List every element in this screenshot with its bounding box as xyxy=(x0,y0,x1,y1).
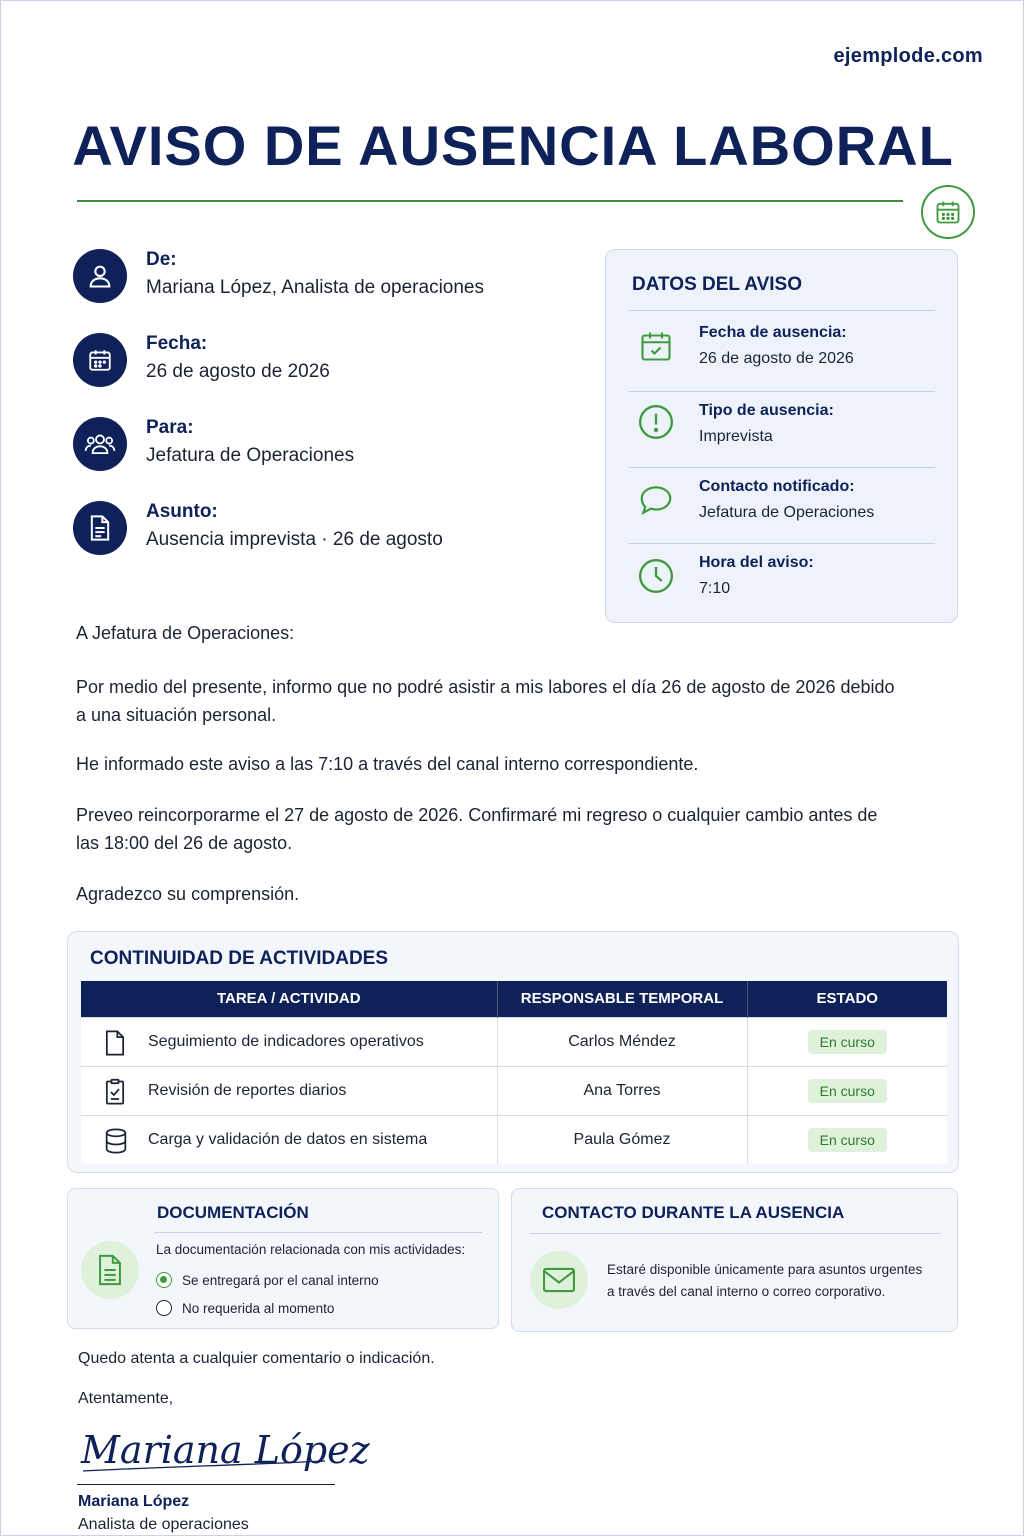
option-delivered[interactable] xyxy=(156,1270,379,1292)
task-cell xyxy=(81,1017,497,1066)
detail-label: Fecha de ausencia: xyxy=(699,324,847,341)
status-badge: En curso xyxy=(808,1079,887,1103)
box-title: DOCUMENTACIÓN xyxy=(157,1203,309,1222)
continuity-table xyxy=(81,981,947,1164)
signature-text: Mariana López xyxy=(81,1428,370,1472)
contact-text-line: Estaré disponible únicamente para asuntos urgentes xyxy=(607,1262,923,1277)
detail-value: Jefatura de Operaciones xyxy=(699,504,875,521)
status-badge: En curso xyxy=(808,1128,887,1152)
header-value: Mariana López, Analista de operaciones xyxy=(146,277,485,298)
contact-text-line: a través del canal interno o correo corporativo. xyxy=(607,1284,886,1299)
owner-cell: Carlos Méndez xyxy=(497,1017,747,1066)
owner-cell: Paula Gómez xyxy=(497,1115,747,1164)
table-row xyxy=(81,1017,947,1066)
box-title: CONTACTO DURANTE LA AUSENCIA xyxy=(542,1203,845,1222)
owner-cell: Ana Torres xyxy=(497,1066,747,1115)
status-badge: En curso xyxy=(808,1030,887,1054)
signer-name: Mariana López xyxy=(78,1493,190,1510)
title-divider xyxy=(77,200,903,202)
option-label: No requerida al momento xyxy=(182,1301,335,1316)
task-label: Carga y validación de datos en sistema xyxy=(148,1130,428,1148)
detail-value: 7:10 xyxy=(699,580,731,597)
status-cell xyxy=(747,1017,947,1066)
divider xyxy=(530,1233,941,1234)
greeting: A Jefatura de Operaciones: xyxy=(76,623,295,643)
document-icon xyxy=(73,501,127,555)
signature-line xyxy=(77,1484,335,1485)
panel-title: DATOS DEL AVISO xyxy=(632,274,802,295)
header-value: 26 de agosto de 2026 xyxy=(146,361,330,382)
database-icon xyxy=(103,1127,129,1160)
handwritten-signature xyxy=(77,1413,370,1479)
table-row xyxy=(81,1115,947,1164)
header-to xyxy=(73,417,573,477)
section-title: CONTINUIDAD DE ACTIVIDADES xyxy=(90,948,389,969)
column-header: TAREA / ACTIVIDAD xyxy=(81,981,497,1017)
detail-label: Tipo de ausencia: xyxy=(699,402,834,419)
header-label: Asunto: xyxy=(146,501,218,522)
body-paragraph: Por medio del presente, informo que no podré asistir a mis labores el día 26 de agosto de 2026 debido a una situación personal. xyxy=(76,677,895,725)
closing-line: Quedo atenta a cualquier comentario o indicación. xyxy=(78,1350,435,1367)
detail-contact xyxy=(628,468,935,544)
site-domain: ejemplode.com xyxy=(833,45,983,67)
body-paragraph: He informado este aviso a las 7:10 a través del canal interno correspondiente. xyxy=(76,754,699,774)
continuity-section xyxy=(67,931,959,1173)
contact-box xyxy=(511,1188,958,1332)
detail-value: 26 de agosto de 2026 xyxy=(699,350,854,367)
detail-label: Hora del aviso: xyxy=(699,554,814,571)
calendar-check-icon xyxy=(636,326,676,366)
header-value: Jefatura de Operaciones xyxy=(146,445,355,466)
regards: Atentamente, xyxy=(78,1390,174,1407)
user-icon xyxy=(73,249,127,303)
clock-icon xyxy=(636,556,676,596)
chat-icon xyxy=(636,480,676,520)
header-value: Ausencia imprevista · 26 de agosto xyxy=(146,529,443,550)
detail-label: Contacto notificado: xyxy=(699,478,855,495)
table-row xyxy=(81,1066,947,1115)
status-cell xyxy=(747,1115,947,1164)
header-date xyxy=(73,333,573,393)
task-cell xyxy=(81,1066,497,1115)
header-label: Fecha: xyxy=(146,333,208,354)
checklist-icon xyxy=(103,1078,127,1111)
divider xyxy=(154,1232,482,1233)
column-header: RESPONSABLE TEMPORAL xyxy=(497,981,747,1017)
radio-selected[interactable] xyxy=(156,1272,172,1288)
header-subject xyxy=(73,501,573,561)
group-icon xyxy=(73,417,127,471)
header-from xyxy=(73,249,573,309)
detail-absence-date xyxy=(628,312,935,388)
signer-role: Analista de operaciones xyxy=(78,1516,249,1533)
documentation-intro: La documentación relacionada con mis actividades: xyxy=(156,1242,466,1257)
page-title: AVISO DE AUSENCIA LABORAL xyxy=(72,114,954,177)
header-label: De: xyxy=(146,249,177,270)
calendar-icon xyxy=(921,185,975,239)
table-header-row xyxy=(81,981,947,1017)
header-label: Para: xyxy=(146,417,194,438)
documentation-box xyxy=(67,1188,499,1329)
option-not-required[interactable] xyxy=(156,1298,334,1320)
notice-details-panel xyxy=(605,249,958,623)
column-header: ESTADO xyxy=(747,981,947,1017)
body-paragraph: Agradezco su comprensión. xyxy=(76,884,300,904)
file-icon xyxy=(103,1029,127,1062)
alert-icon xyxy=(636,402,676,442)
detail-notice-time xyxy=(628,544,935,620)
task-label: Revisión de reportes diarios xyxy=(148,1081,347,1099)
document-icon xyxy=(81,1241,139,1299)
status-cell xyxy=(747,1066,947,1115)
calendar-icon xyxy=(73,333,127,387)
divider xyxy=(628,310,935,311)
body-paragraph: Preveo reincorporarme el 27 de agosto de 2026. Confirmaré mi regreso o cualquier cambio antes de las 18:00 del 26 de agosto. xyxy=(76,805,878,853)
radio-unselected[interactable] xyxy=(156,1300,172,1316)
mail-icon xyxy=(530,1251,588,1309)
task-label: Seguimiento de indicadores operativos xyxy=(148,1032,424,1050)
option-label: Se entregará por el canal interno xyxy=(182,1273,379,1288)
detail-value: Imprevista xyxy=(699,428,773,445)
detail-absence-type xyxy=(628,392,935,468)
task-cell xyxy=(81,1115,497,1164)
